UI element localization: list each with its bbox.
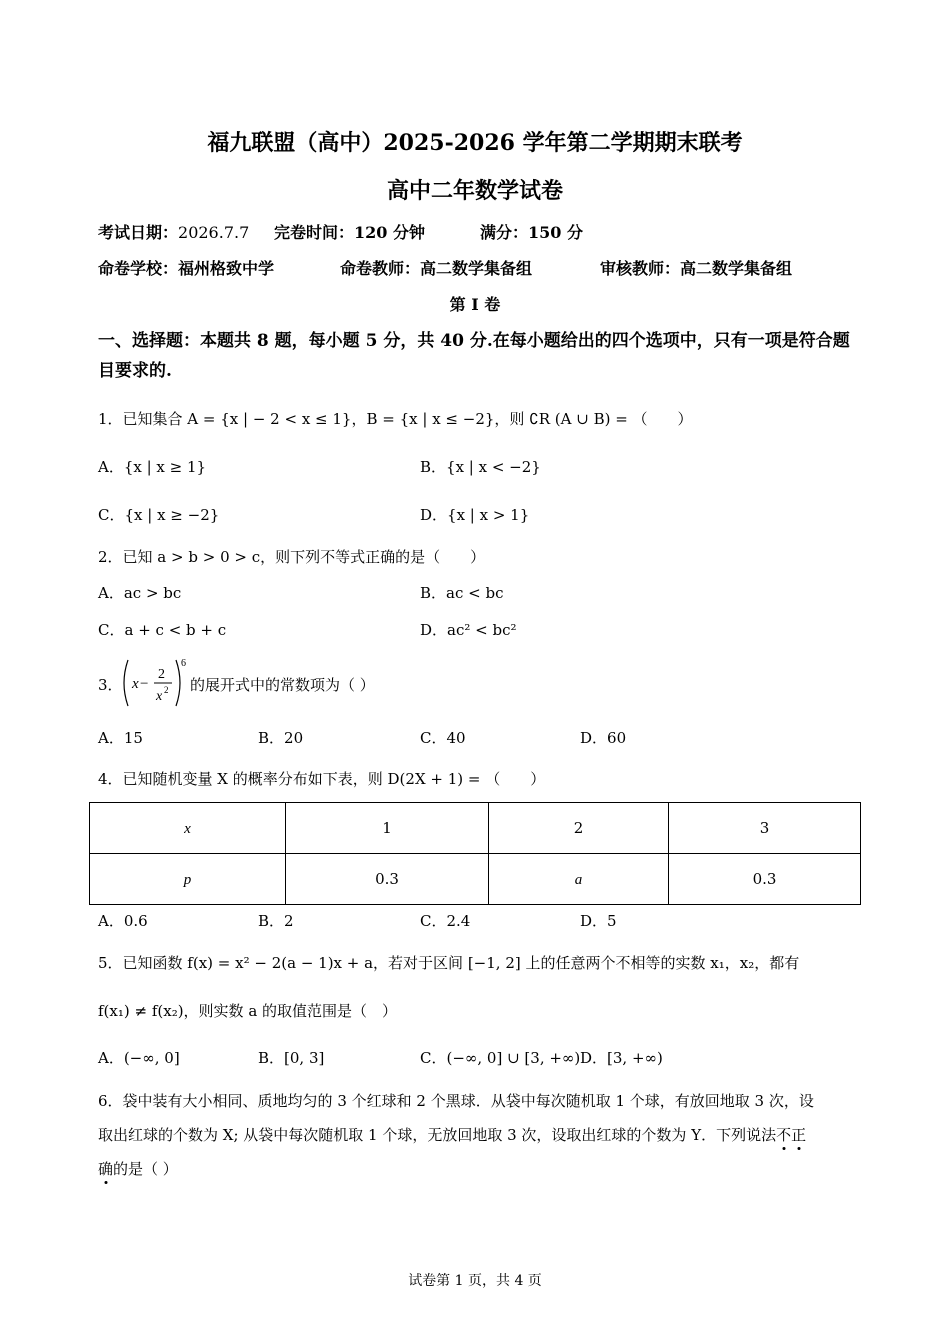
score-label: 满分： bbox=[480, 223, 529, 242]
reviewer-line bbox=[600, 256, 792, 279]
table-cell: 0.3 bbox=[286, 854, 489, 905]
question-3-option-b: B．20 bbox=[258, 729, 304, 747]
question-6-line-1: 6．袋中装有大小相同、质地均匀的 3 个红球和 2 个黑球．从袋中每次随机取 1 个球，有放回地取 3 次，设 bbox=[98, 1092, 814, 1110]
question-4-stem: 4．已知随机变量 X 的概率分布如下表，则 D(2X + 1) = （ ） bbox=[98, 770, 546, 788]
school-line bbox=[98, 256, 274, 279]
emphasis-char: 正 bbox=[791, 1126, 807, 1144]
question-2-option-b: B．ac < bc bbox=[420, 584, 504, 602]
question-3-option-a: A．15 bbox=[98, 729, 143, 747]
question-4-option-c: C．2.4 bbox=[420, 912, 471, 930]
question-1-stem: 1．已知集合 A = {x | − 2 < x ≤ 1}，B = {x | x ≤ −2}，则 ∁R (A ∪ B) = （ ） bbox=[98, 410, 693, 428]
duration-label: 完卷时间： bbox=[274, 223, 355, 242]
question-3-tail: 的展开式中的常数项为（ ） bbox=[190, 676, 375, 694]
question-5-stem-line-2: f(x₁) ≠ f(x₂)，则实数 a 的取值范围是（ ） bbox=[98, 1002, 398, 1020]
table-cell: 3 bbox=[669, 803, 861, 854]
question-3-number: 3． bbox=[98, 676, 123, 694]
author-value: 高二数学集备组 bbox=[420, 259, 533, 278]
score-value: 150 分 bbox=[528, 223, 583, 242]
question-4-option-b: B．2 bbox=[258, 912, 294, 930]
exam-date-value: 2026.7.7 bbox=[178, 223, 250, 242]
table-row bbox=[90, 854, 861, 905]
svg-text:x: x bbox=[156, 689, 163, 704]
section-heading: 一、选择题：本题共 8 题，每小题 5 分，共 40 分.在每小题给出的四个选项中，只有一项是符合题目要求的. bbox=[98, 331, 850, 381]
exam-date-line bbox=[98, 220, 249, 243]
question-6-line-2 bbox=[98, 1124, 806, 1145]
school-label: 命卷学校： bbox=[98, 259, 179, 278]
svg-text:−: − bbox=[140, 676, 149, 692]
volume-heading: 第 I 卷 bbox=[449, 295, 501, 314]
question-6-line-3 bbox=[98, 1158, 178, 1179]
school-value: 福州格致中学 bbox=[178, 259, 275, 278]
table-cell: 0.3 bbox=[669, 854, 861, 905]
reviewer-label: 审核教师： bbox=[600, 259, 681, 278]
question-2-option-a: A．ac > bc bbox=[98, 584, 182, 602]
question-3-option-d: D．60 bbox=[580, 729, 627, 747]
question-5-option-a: A．(−∞, 0] bbox=[98, 1049, 180, 1067]
exam-title: 福九联盟（高中）2025-2026 学年第二学期期末联考 bbox=[207, 130, 743, 156]
author-label: 命卷教师： bbox=[340, 259, 421, 278]
svg-text:6: 6 bbox=[181, 658, 186, 669]
author-line bbox=[340, 256, 532, 279]
duration-value: 120 分钟 bbox=[354, 223, 425, 242]
question-1-option-a: A．{x | x ≥ 1} bbox=[98, 458, 207, 476]
svg-text:2: 2 bbox=[164, 685, 169, 695]
question-2-option-c: C．a + c < b + c bbox=[98, 621, 227, 639]
emphasis-char: 确 bbox=[98, 1160, 114, 1178]
table-cell: x bbox=[90, 803, 286, 854]
question-6-line-3-text: 的是（ ） bbox=[113, 1160, 178, 1178]
exam-date-label: 考试日期： bbox=[98, 223, 179, 242]
table-cell: 1 bbox=[286, 803, 489, 854]
svg-text:2: 2 bbox=[158, 667, 165, 682]
svg-text:x: x bbox=[132, 676, 139, 692]
question-5-option-d: D．[3, +∞) bbox=[580, 1049, 663, 1067]
question-4-option-d: D．5 bbox=[580, 912, 617, 930]
table-cell: 2 bbox=[489, 803, 669, 854]
question-3-formula bbox=[118, 656, 190, 710]
question-3-option-c: C．40 bbox=[420, 729, 466, 747]
question-2-stem: 2．已知 a > b > 0 > c，则下列不等式正确的是（ ） bbox=[98, 548, 486, 566]
page-footer: 试卷第 1 页，共 4 页 bbox=[408, 1273, 542, 1289]
emphasis-char: 不 bbox=[776, 1126, 792, 1144]
question-5-stem-line-1: 5．已知函数 f(x) = x² − 2(a − 1)x + a，若对于区间 [−1, 2] 上的任意两个不相等的实数 x₁，x₂，都有 bbox=[98, 954, 800, 972]
question-5-option-b: B．[0, 3] bbox=[258, 1049, 325, 1067]
question-2-option-d: D．ac² < bc² bbox=[420, 621, 517, 639]
question-4-option-a: A．0.6 bbox=[98, 912, 148, 930]
reviewer-value: 高二数学集备组 bbox=[680, 259, 793, 278]
table-cell: p bbox=[90, 854, 286, 905]
score-line bbox=[480, 220, 583, 243]
table-cell: a bbox=[489, 854, 669, 905]
exam-subtitle: 高中二年数学试卷 bbox=[386, 178, 563, 204]
question-1-option-d: D．{x | x > 1} bbox=[420, 506, 530, 524]
question-5-option-c: C．(−∞, 0] ∪ [3, +∞) bbox=[420, 1049, 581, 1067]
question-6-line-2-text: 取出红球的个数为 X; 从袋中每次随机取 1 个球，无放回地取 3 次，设取出红球的个数为 Y．下列说法 bbox=[98, 1126, 777, 1144]
table-row bbox=[90, 803, 861, 854]
question-1-option-c: C．{x | x ≥ −2} bbox=[98, 506, 220, 524]
probability-distribution-table bbox=[89, 802, 861, 905]
duration-line bbox=[274, 220, 425, 243]
question-1-option-b: B．{x | x < −2} bbox=[420, 458, 541, 476]
